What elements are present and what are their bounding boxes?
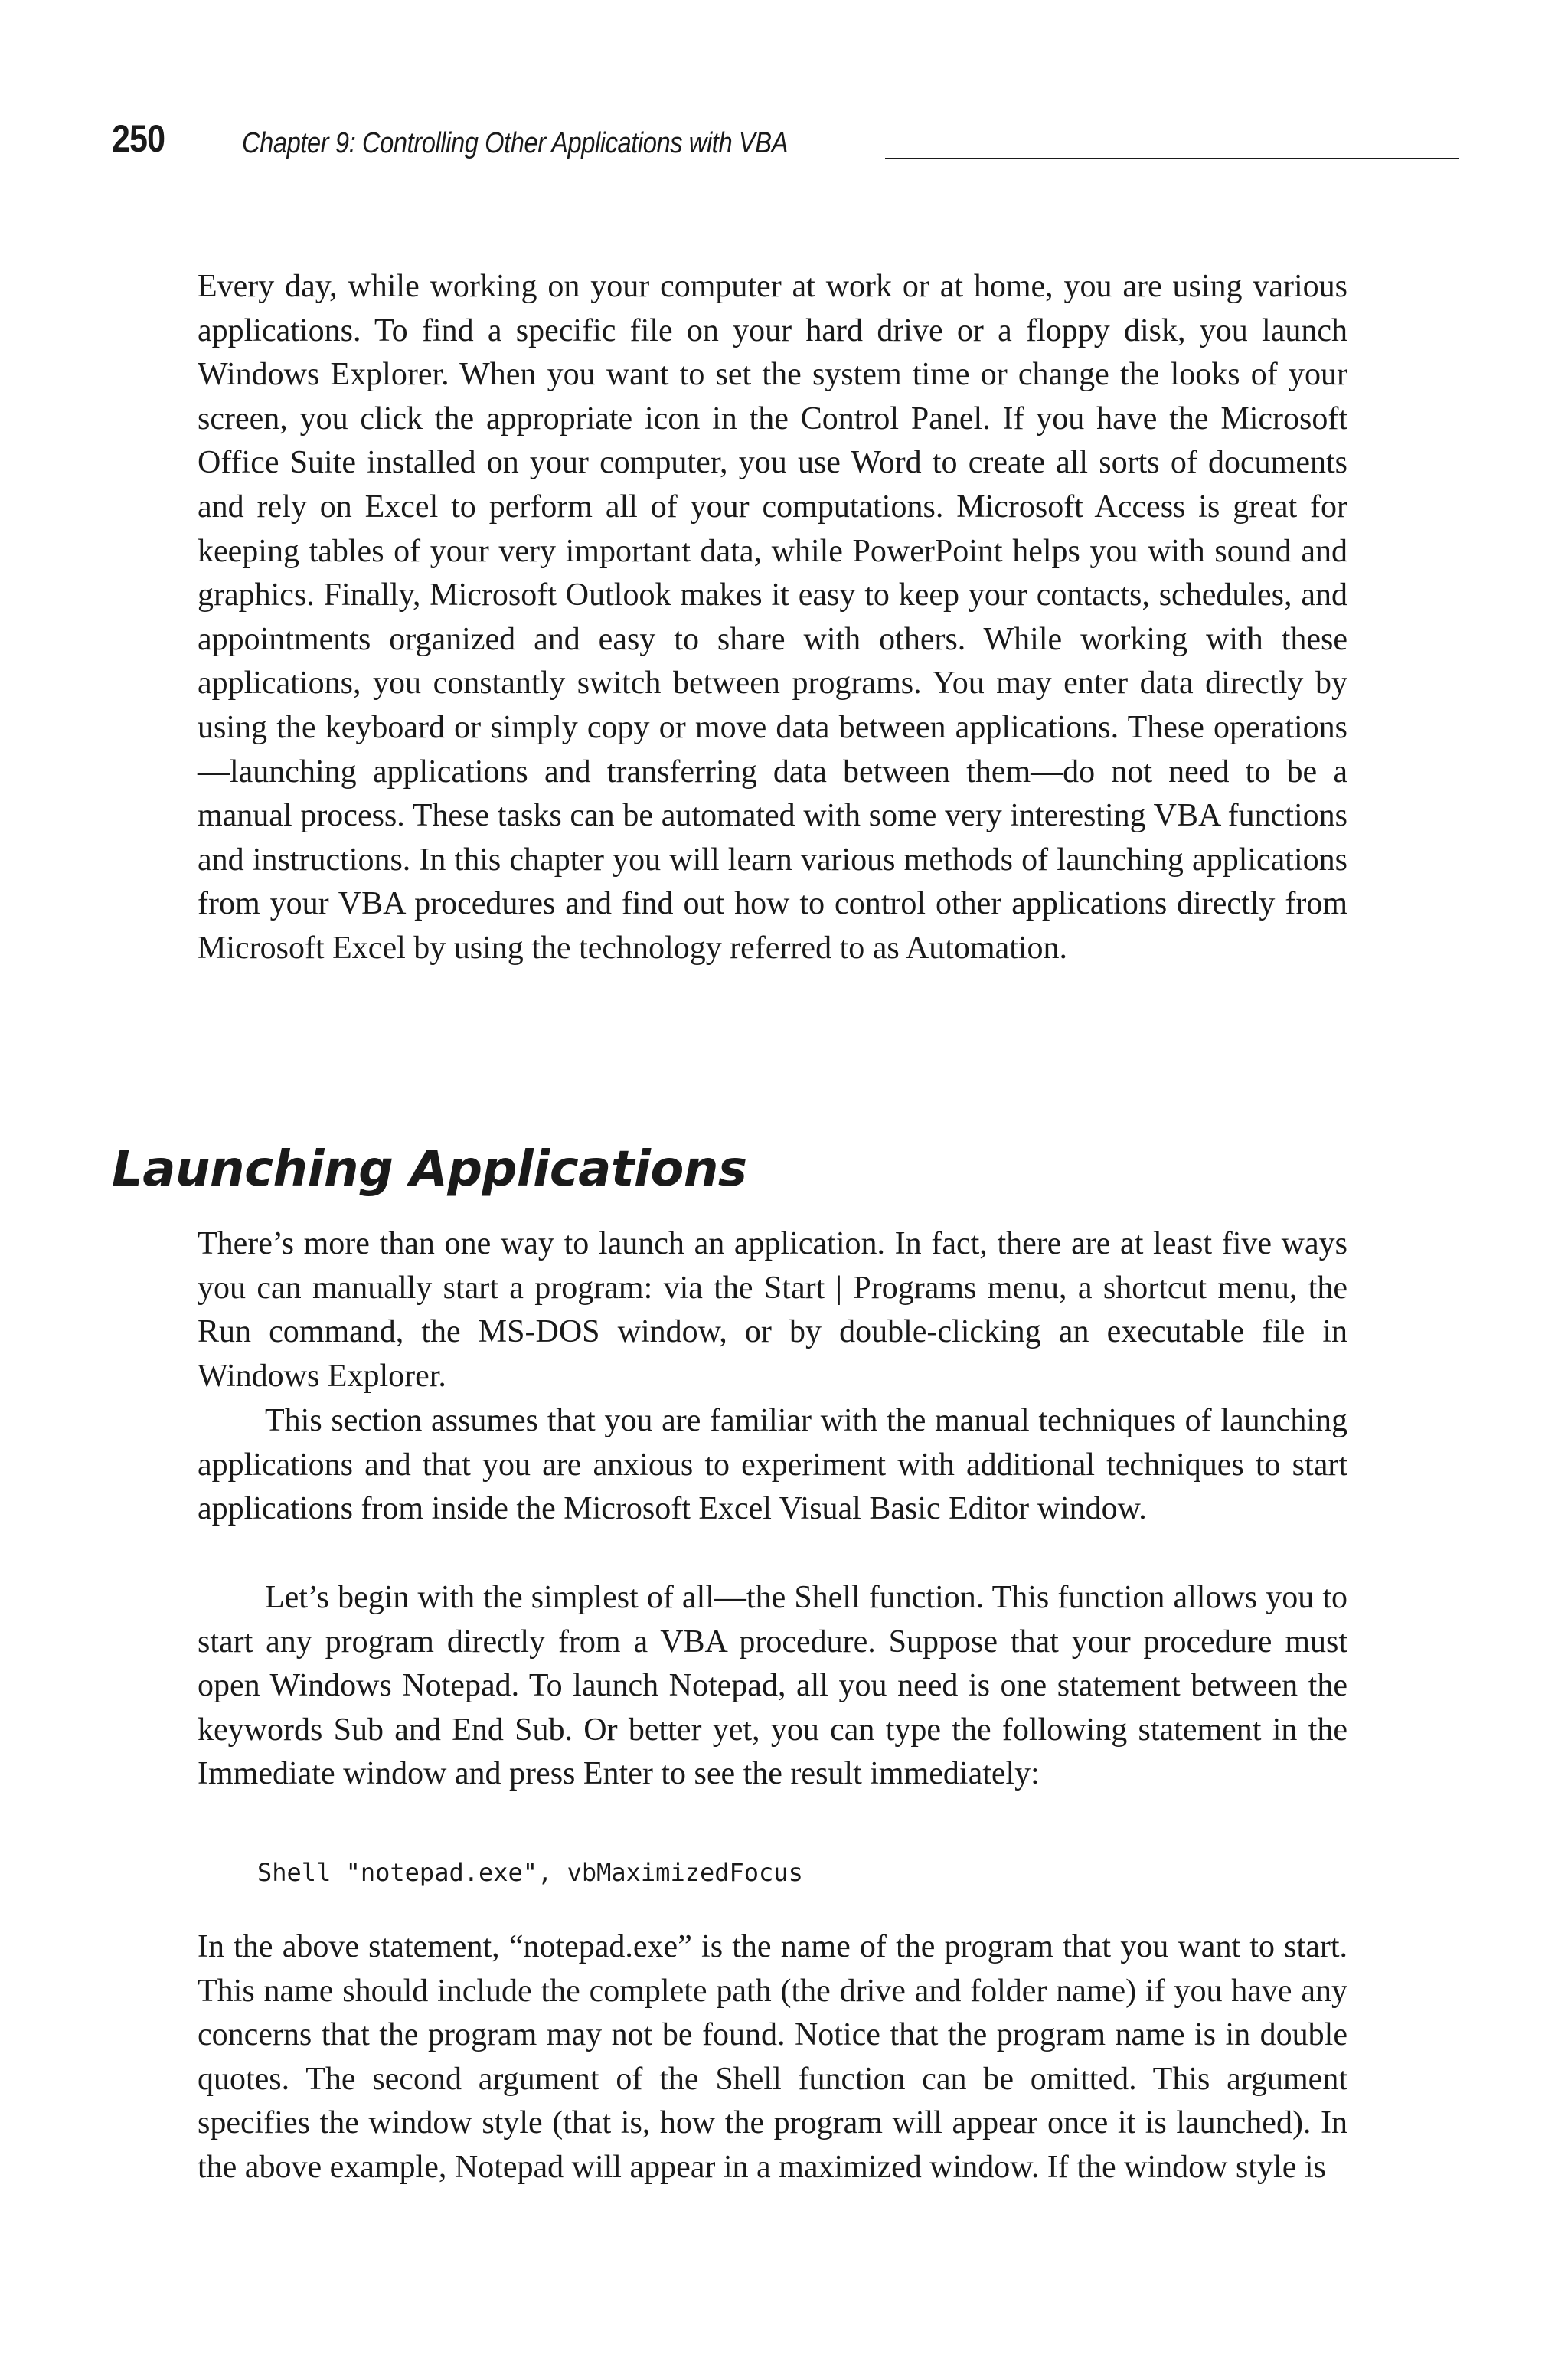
section-paragraph-3: Let’s begin with the simplest of all—the Shell function. This function allows you to start any program directly from a VBA procedure. Suppose that your procedure must open Windows Notepad. To launch Notepad, all you need is one statement between the keywords Sub and End Sub. Or better yet, you can type the following statement in the Immediate window and press Enter to see the result immediately: — [198, 1580, 1348, 1792]
page-header — [112, 116, 1352, 172]
page-number: 250 — [112, 117, 165, 160]
running-head: Chapter 9: Controlling Other Applications with VBA — [242, 127, 788, 159]
header-rule — [885, 158, 1459, 159]
code-example: Shell "notepad.exe", vbMaximizedFocus — [257, 1858, 803, 1887]
intro-paragraph: Every day, while working on your computer at work or at home, you are using various applications. To find a specific file on your hard drive or a floppy disk, you launch Windows Explorer. When you want to set the system time or change the looks of your screen, you click the appropriate icon in the Control Panel. If you have the Microsoft Office Suite installed on your computer, you use Word to create all sorts of documents and rely on Excel to perform all of your computations. Microsoft Access is great for keeping tables of your very important data, while PowerPoint helps you with sound and graphics. Finally, Microsoft Outlook makes it easy to keep your contacts, schedules, and appointments organized and easy to share with others. While working with these applications, you constantly switch between programs. You may enter data directly by using the keyboard or simply copy or move data between applications. These operations—launching applications and transferring data between them—do not need to be a manual process. These tasks can be automated with some very interesting VBA functions and instructions. In this chapter you will learn various methods of launching applications from your VBA procedures and find out how to control other applications directly from Microsoft Excel by using the technology referred to as Automation. — [198, 269, 1348, 966]
section-heading: Launching Applications — [112, 1141, 747, 1198]
section-paragraph-1: There’s more than one way to launch an application. In fact, there are at least five ways you can manually start a program: via the Start | Programs menu, a shortcut menu, the Run command, the MS-DOS window, or by double-clicking an executable file in Windows Explorer. — [198, 1226, 1348, 1394]
section-paragraph-2: This section assumes that you are familiar with the manual techniques of launching applications and that you are anxious to experiment with additional techniques to start applications from inside the Microsoft Excel Visual Basic Editor window. — [198, 1403, 1348, 1527]
section-paragraph-4: In the above statement, “notepad.exe” is the name of the program that you want to start. This name should include the complete path (the drive and folder name) if you have any concerns that the program may not be found. Notice that the program name is in double quotes. The second argument of the Shell function can be omitted. This argument specifies the window style (that is, how the program will appear once it is launched). In the above example, Notepad will appear in a maximized window. If the window style is — [198, 1929, 1348, 2185]
